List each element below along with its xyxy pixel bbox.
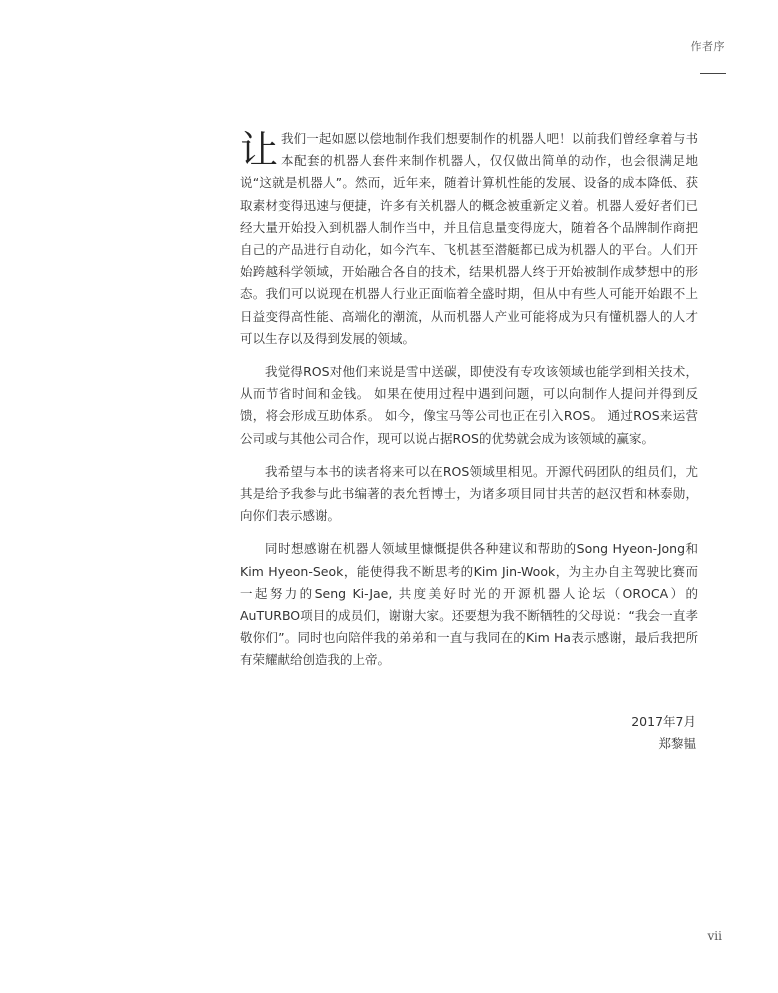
preface-paragraph-1 xyxy=(240,128,698,350)
signature-block xyxy=(240,711,696,755)
page-number: vii xyxy=(707,929,722,943)
signature-author: 郑黎韫 xyxy=(658,736,696,751)
preface-paragraph-3: 我希望与本书的读者将来可以在ROS领域里相见。开源代码团队的组员们，尤其是给予我参与此书编著的表允哲博士，为诸多项目同甘共苦的赵汉哲和林泰勋，向你们表示感谢。 xyxy=(240,463,698,524)
signature-date: 2017年7月 xyxy=(631,714,696,729)
header-rule xyxy=(700,73,726,74)
preface-paragraph-4: 同时想感谢在机器人领域里慷慨提供各种建议和帮助的Song Hyeon-Jong和Kim Hyeon-Seok，能使得我不断思考的Kim Jin-Wook，为主办自主驾驶比赛而一起努力的Seng Ki-Jae, 共度美好时光的开源机器人论坛（OROCA）的AuTURBO项目的成员们，谢谢大家。还要想为我不断牺牲的父母说：“我会一直孝敬你们”。同时也向陪伴我的弟弟和一直与我同在的Kim Ha表示感谢，最后我把所有荣耀献给创造我的上帝。 xyxy=(240,541,698,668)
preface-body xyxy=(240,128,698,683)
drop-cap: 让 xyxy=(240,128,279,172)
running-header-title: 作者序 xyxy=(690,40,725,53)
paragraph-1-text: 我们一起如愿以偿地制作我们想要制作的机器人吧！以前我们曾经拿着与书本配套的机器人套件来制作机器人，仅仅做出简单的动作，也会很满足地说“这就是机器人”。然而，近年来，随着计算机性能的发展、设备的成本降低、获取素材变得迅速与便捷，许多有关机器人的概念被重新定义着。机器人爱好者们已经大量开始投入到机器人制作当中，并且信息量变得庞大，随着各个品牌制作商把自己的产品进行自动化，如今汽车、飞机甚至潜艇都已成为机器人的平台。人们开始跨越科学领域，开始融合各自的技术，结果机器人终于开始被制作成梦想中的形态。我们可以说现在机器人行业正面临着全盛时期，但从中有些人可能开始跟不上日益变得高性能、高端化的潮流，从而机器人产业可能将成为只有懂机器人的人才可以生存以及得到发展的领域。 xyxy=(240,131,698,346)
preface-paragraph-2: 我觉得ROS对他们来说是雪中送碳，即使没有专攻该领域也能学到相关技术，从而节省时间和金钱。 如果在使用过程中遇到问题，可以向制作人提问并得到反馈，将会形成互助体系。 如今，像宝马等公司也正在引入ROS。 通过ROS来运营公司或与其他公司合作，现可以说占据ROS的优势就会成为该领域的赢家。 xyxy=(240,364,698,446)
